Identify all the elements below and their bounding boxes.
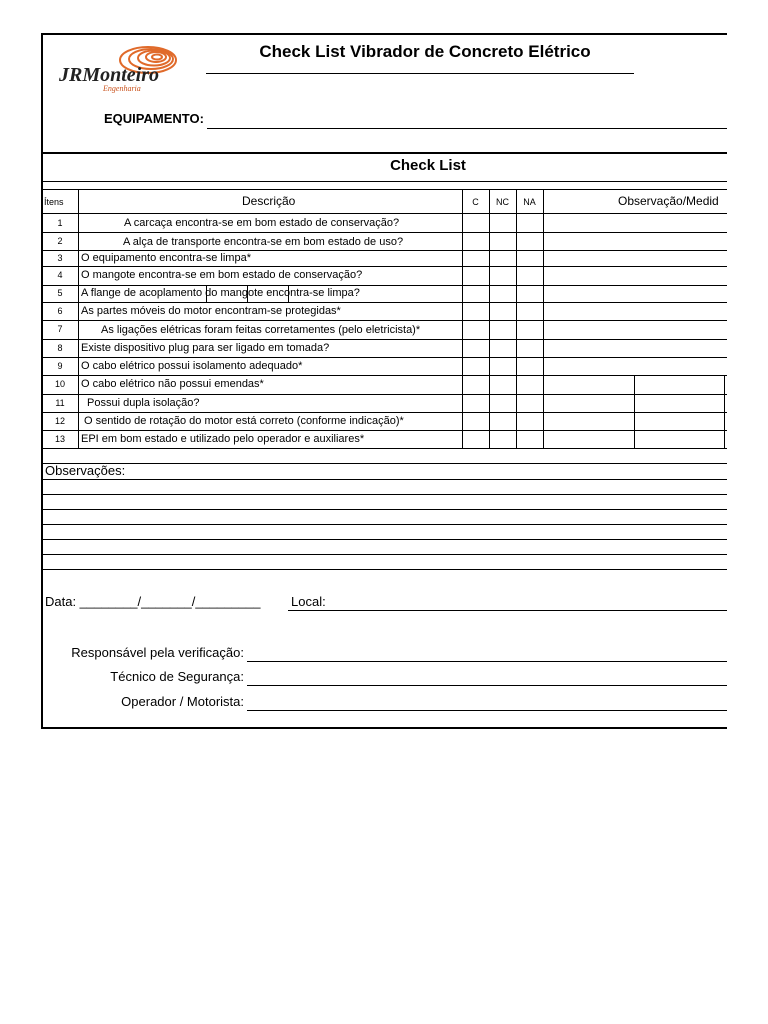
col-header-na: NA [523, 197, 536, 207]
local-label: Local: [291, 594, 326, 609]
safety-tech-field[interactable] [247, 685, 727, 686]
operator-label: Operador / Motorista: [121, 694, 244, 709]
row-number: 10 [54, 379, 65, 389]
row-number: 13 [54, 434, 65, 444]
col-header-c: C [472, 197, 479, 207]
checklist-title: Check List [390, 157, 466, 174]
section-divider [41, 181, 727, 182]
row-number: 11 [55, 398, 65, 408]
row-number: 5 [57, 288, 63, 298]
row-description: A carcaça encontra-se em bom estado de conservação? [124, 217, 400, 229]
col-header-nc: NC [496, 197, 509, 207]
row-number: 6 [57, 306, 63, 316]
row-description: O sentido de rotação do motor está correto (conforme indicação)* [84, 415, 404, 427]
row-number: 12 [54, 416, 65, 426]
logo-text: JRMonteiro [59, 64, 160, 86]
operator-field[interactable] [247, 710, 727, 711]
row-description: Possui dupla isolação? [87, 397, 200, 409]
row-description: A flange de acoplamento do mangote encontra-se limpa? [81, 287, 360, 299]
safety-tech-label: Técnico de Segurança: [110, 669, 244, 684]
responsible-field[interactable] [247, 661, 727, 662]
row-number: 7 [57, 324, 63, 334]
section-divider [41, 152, 727, 154]
local-field[interactable] [288, 610, 727, 611]
row-description: EPI em bom estado e utilizado pelo operador e auxiliares* [81, 433, 365, 445]
row-description: A alça de transporte encontra-se em bom estado de uso? [123, 236, 404, 248]
company-logo [45, 38, 200, 96]
title-underline [206, 73, 634, 74]
form-frame-bottom [41, 727, 727, 729]
row-description: Existe dispositivo plug para ser ligado em tomada? [81, 342, 330, 354]
logo-swirl-icon [45, 38, 200, 96]
row-number: 8 [57, 343, 63, 353]
row-description: O mangote encontra-se em bom estado de conservação? [81, 269, 363, 281]
row-description: O cabo elétrico não possui emendas* [81, 378, 264, 390]
row-number: 4 [57, 270, 63, 280]
col-header-description: Descrição [242, 194, 296, 208]
row-number: 9 [57, 361, 63, 371]
responsible-label: Responsável pela verificação: [71, 645, 244, 660]
row-number: 3 [57, 253, 63, 263]
row-description: As ligações elétricas foram feitas corretamentes (pelo eletricista)* [101, 324, 421, 336]
row-description: O equipamento encontra-se limpa* [81, 252, 251, 264]
logo-subtext: Engenharia [103, 84, 141, 93]
page-title: Check List Vibrador de Concreto Elétrico [259, 42, 591, 61]
row-number: 1 [57, 218, 63, 228]
equipment-field[interactable] [207, 128, 727, 129]
date-field[interactable]: Data: ________/_______/_________ [45, 594, 261, 609]
row-description: As partes móveis do motor encontram-se protegidas* [81, 305, 341, 317]
col-header-items: Ítens [44, 197, 64, 207]
form-frame-top [41, 33, 727, 35]
col-header-observation: Observação/Medid [618, 194, 719, 208]
row-description: O cabo elétrico possui isolamento adequado* [81, 360, 303, 372]
equipment-label: EQUIPAMENTO: [104, 111, 204, 126]
observations-label: Observações: [45, 463, 126, 478]
observations-top-line [41, 463, 727, 464]
row-number: 2 [57, 236, 63, 246]
